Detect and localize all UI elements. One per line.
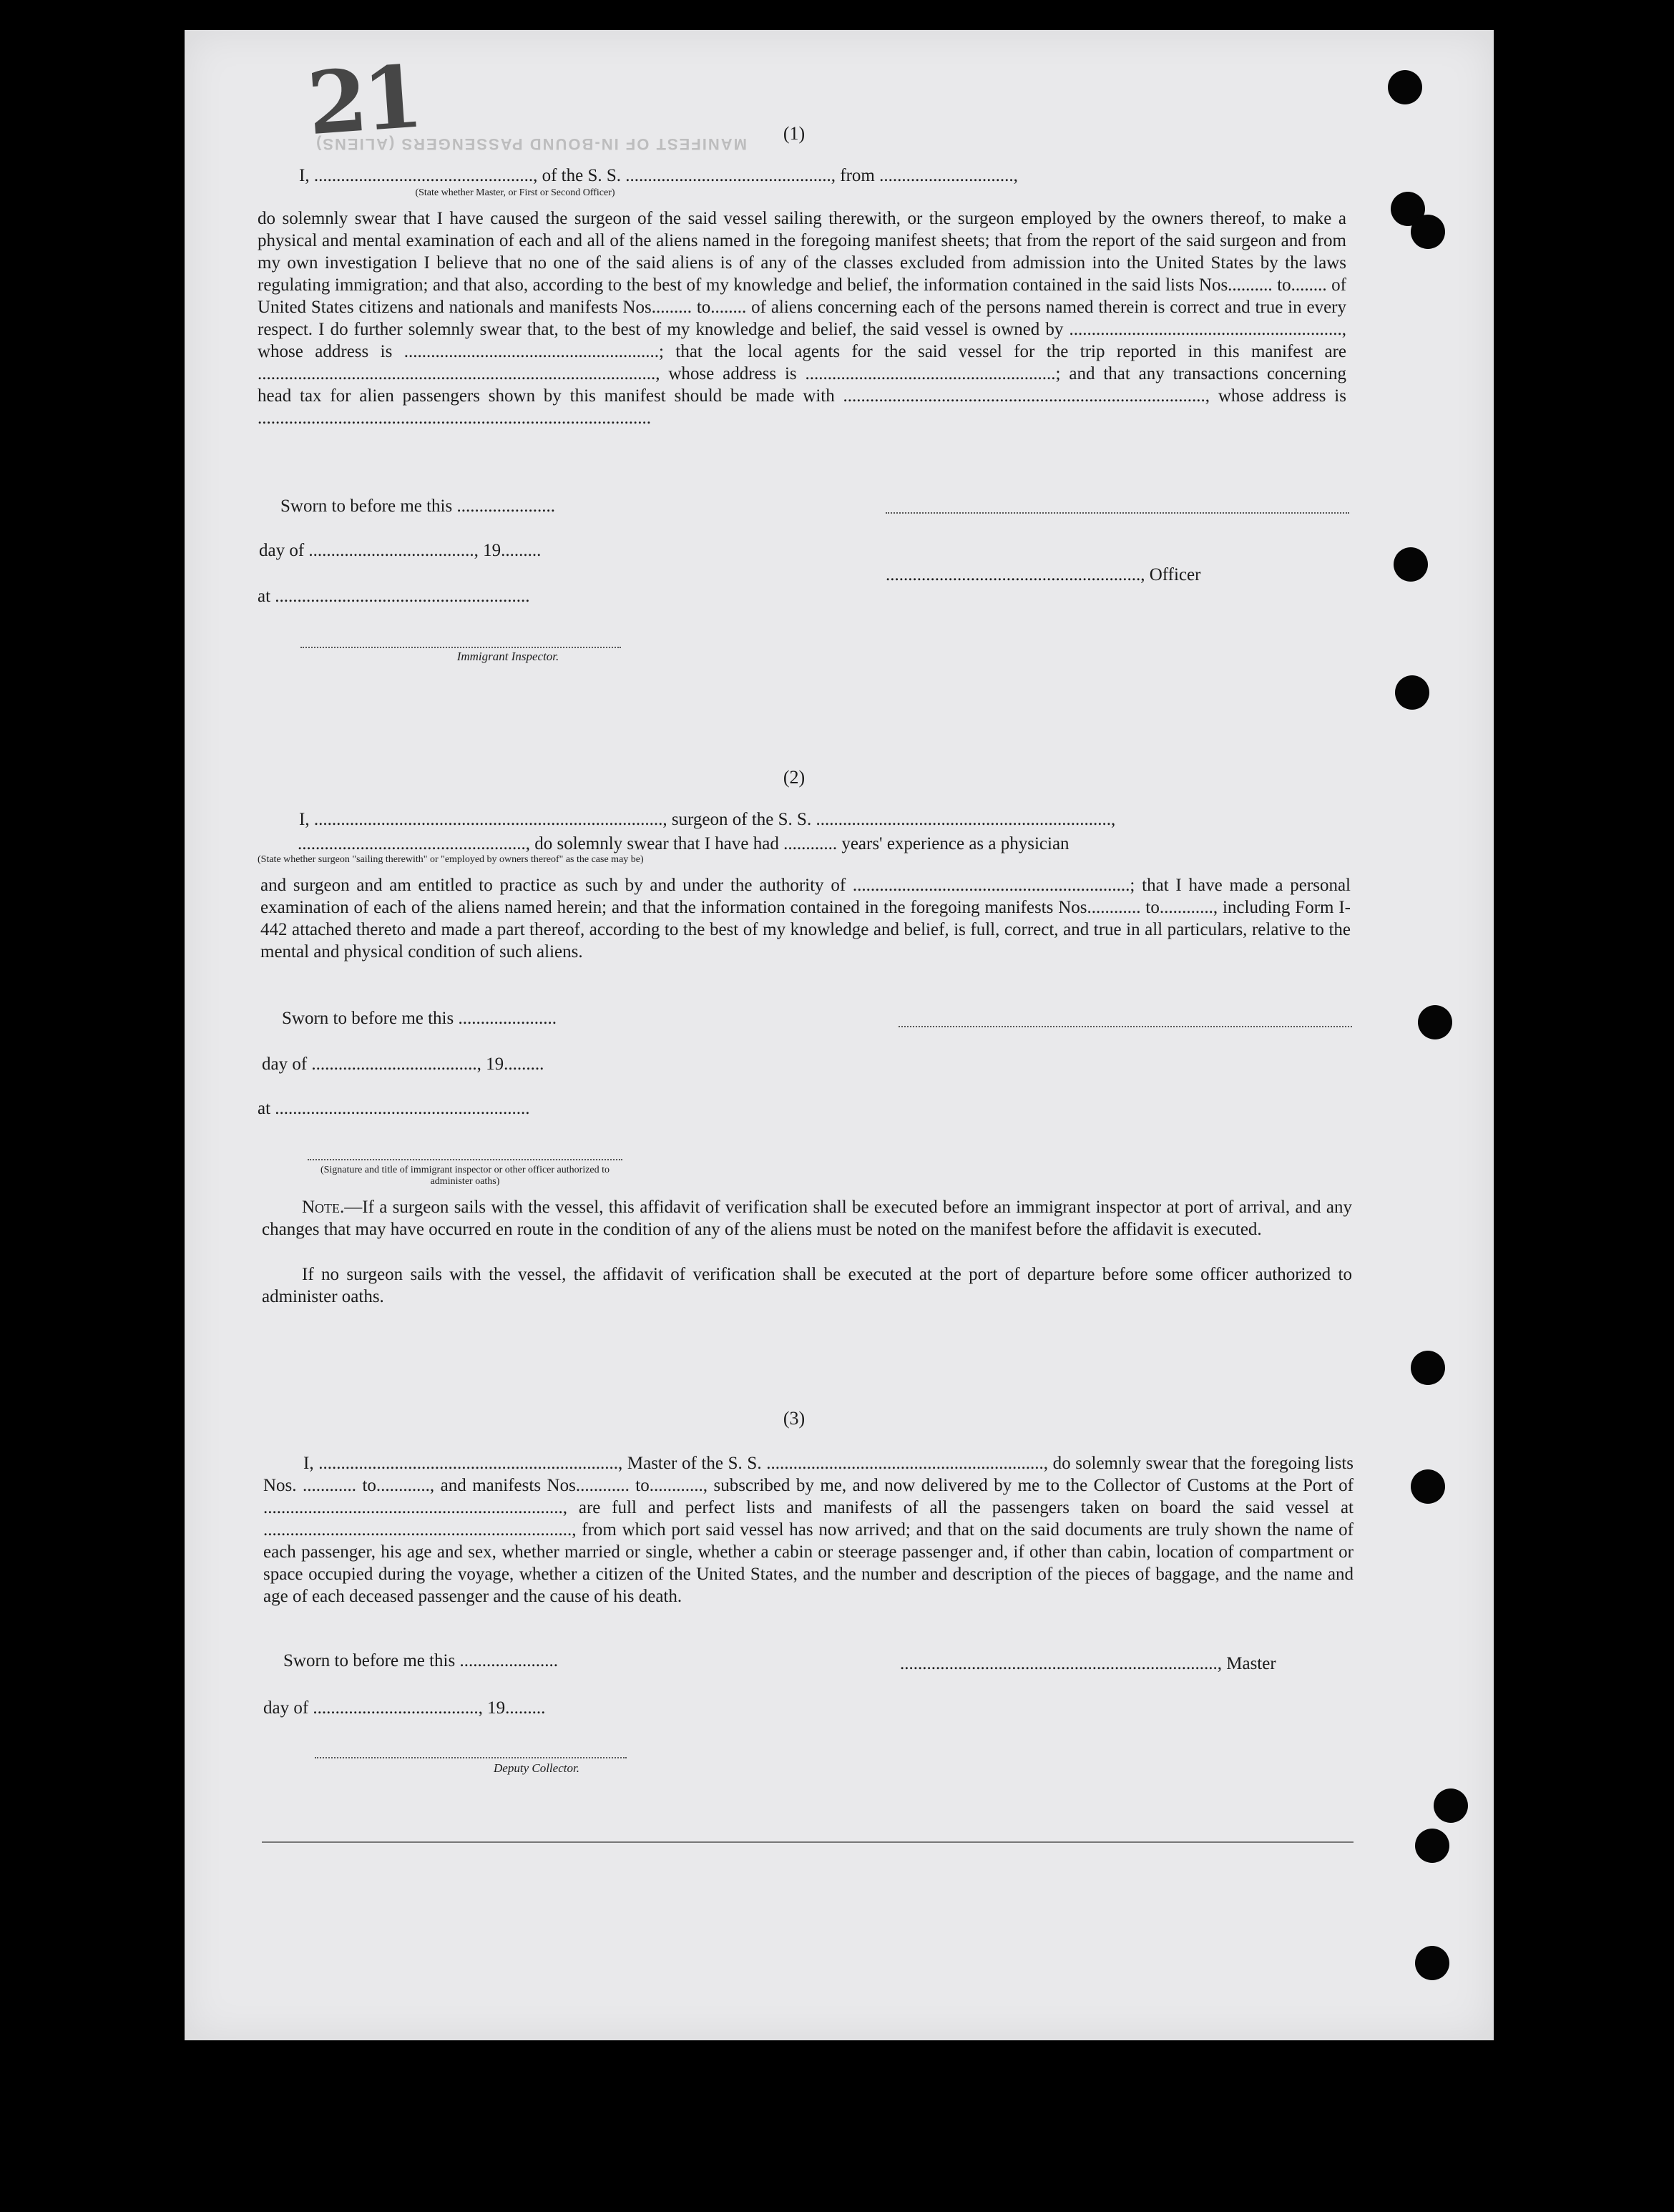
section-3-day: day of ....................................., 19......... bbox=[263, 1698, 546, 1718]
section-2-body: and surgeon and am entitled to practice as such by and under the authority of ..............................................................; that I have made a personal examination of each of the aliens named herein; and that the information contained in the foregoing manifests Nos............ to............, including Form I-442 attached thereto and made a part thereof, according to the best of my knowledge and belief, is full, correct, and true in all particulars, relative to the mental and physical condition of such aliens. bbox=[260, 876, 1351, 961]
section-1-at: at ......................................................... bbox=[258, 587, 530, 606]
section-2-note bbox=[262, 1196, 1352, 1240]
section-1-day: day of ....................................., 19......... bbox=[259, 541, 542, 560]
section-3-collector-signature-line bbox=[315, 1757, 627, 1758]
punch-hole bbox=[1388, 70, 1422, 104]
punch-hole bbox=[1395, 675, 1429, 710]
section-2-signature-caption: (Signature and title of immigrant inspector or other officer authorized to administer oaths) bbox=[320, 1165, 610, 1187]
section-2-number: (2) bbox=[783, 767, 806, 788]
punch-hole bbox=[1415, 1829, 1449, 1863]
section-3-sworn: Sworn to before me this ...................... bbox=[283, 1651, 558, 1670]
section-3-master-line: ......................................................................., Master bbox=[900, 1654, 1276, 1673]
punch-hole bbox=[1418, 1005, 1452, 1039]
section-1-officer-line: ........................................................., Officer bbox=[886, 565, 1201, 584]
footer-rule bbox=[262, 1841, 1354, 1843]
section-2-line-1: I, .............................................................................., surgeon of the S. S. .................................................................., bbox=[299, 810, 1116, 829]
section-1-opening-caption: (State whether Master, or First or Second Officer) bbox=[415, 187, 615, 198]
note-text: —If a surgeon sails with the vessel, this affidavit of verification shall be executed before an immigrant inspector at port of arrival, and any changes that may have occurred en route in the condition of any of the aliens must be noted on the manifest before the affidavit is executed. bbox=[262, 1198, 1352, 1239]
section-2-sworn: Sworn to before me this ...................... bbox=[282, 1009, 557, 1028]
section-2-signature-line bbox=[308, 1159, 622, 1160]
faded-header: MANIFEST OF IN-BOUND PASSENGERS (ALIENS) bbox=[315, 135, 747, 153]
handwritten-page-number: 21 bbox=[304, 46, 422, 155]
section-1-number: (1) bbox=[783, 123, 806, 144]
punch-hole bbox=[1411, 215, 1445, 249]
section-2-right-signature-line bbox=[899, 1026, 1352, 1027]
section-2-day: day of ....................................., 19......... bbox=[262, 1054, 544, 1074]
punch-hole bbox=[1411, 1469, 1445, 1504]
section-3-collector-caption: Deputy Collector. bbox=[494, 1761, 579, 1775]
section-1-inspector-caption: Immigrant Inspector. bbox=[456, 650, 559, 663]
section-3-body: I, ..................................................................., Master of the S. S. .............................................................., do solemnly swear that the foregoing lists Nos. ............ to............, and manifests Nos............ to............, subscribed by me, and now delivered by me to the Collector of Customs at the Port of ..................................................................., are full and perfect lists and manifests of all the passengers taken on board the said vessel at ....................................................................., from which port said vessel has now arrived; and that on the said documents are truly shown the name of each passenger, his age and sex, whether married or single, whether a cabin or steerage passenger and, if other than cabin, location of compartment or space occupied during the voyage, whether a citizen of the United States, and the number and description of the pieces of baggage, and the name and age of each deceased passenger and the cause of his death. bbox=[263, 1454, 1354, 1606]
section-2-line-2-caption: (State whether surgeon "sailing therewith" or "employed by owners thereof" as the case may be) bbox=[258, 854, 644, 865]
note-label: Note. bbox=[302, 1198, 345, 1217]
section-1-opening: I, ................................................., of the S. S. .............................................., from .............................., bbox=[299, 166, 1018, 185]
section-1-inspector-signature-line bbox=[300, 647, 621, 648]
punch-hole bbox=[1434, 1788, 1468, 1823]
section-1-sworn: Sworn to before me this ...................... bbox=[280, 496, 555, 516]
section-1-top-signature-line bbox=[886, 512, 1349, 514]
punch-hole bbox=[1411, 1351, 1445, 1385]
section-3-number: (3) bbox=[783, 1408, 806, 1429]
section-2-line-2: ..................................................., do solemnly swear that I have had ............ years' experience as a physician bbox=[298, 834, 1070, 853]
section-1-body: do solemnly swear that I have caused the surgeon of the said vessel sailing therewith, or the surgeon employed by the owners thereof, to make a physical and mental examination of each and all of the aliens named in the foregoing manifest sheets; that from the report of the said surgeon and from my own investigation I believe that no one of the said aliens is of any of the classes excluded from admission into the United States by the laws regulating immigration; and that also, according to the best of my knowledge and belief, the information contained in the said lists Nos.......... to........ of United States citizens and nationals and manifests Nos......... to........ of aliens concerning each of the persons named therein is correct and true in every respect. I do further solemnly swear that, to the best of my knowledge and belief, the said vessel is owned by ............................................................., whose address is .........................................................; that the local agents for the said vessel for the trip reported in this manifest are ........................................................................................., whose address is ........................................................; and that any transactions concerning head tax for alien passengers shown by this manifest should be made with ................................................................................., whose address is ........................................................................................ bbox=[258, 209, 1346, 428]
section-2-note-2: If no surgeon sails with the vessel, the affidavit of verification shall be executed at the port of departure before some officer authorized to administer oaths. bbox=[262, 1265, 1352, 1306]
section-2-at: at ......................................................... bbox=[258, 1099, 530, 1118]
punch-hole bbox=[1394, 547, 1428, 582]
punch-hole bbox=[1415, 1946, 1449, 1980]
